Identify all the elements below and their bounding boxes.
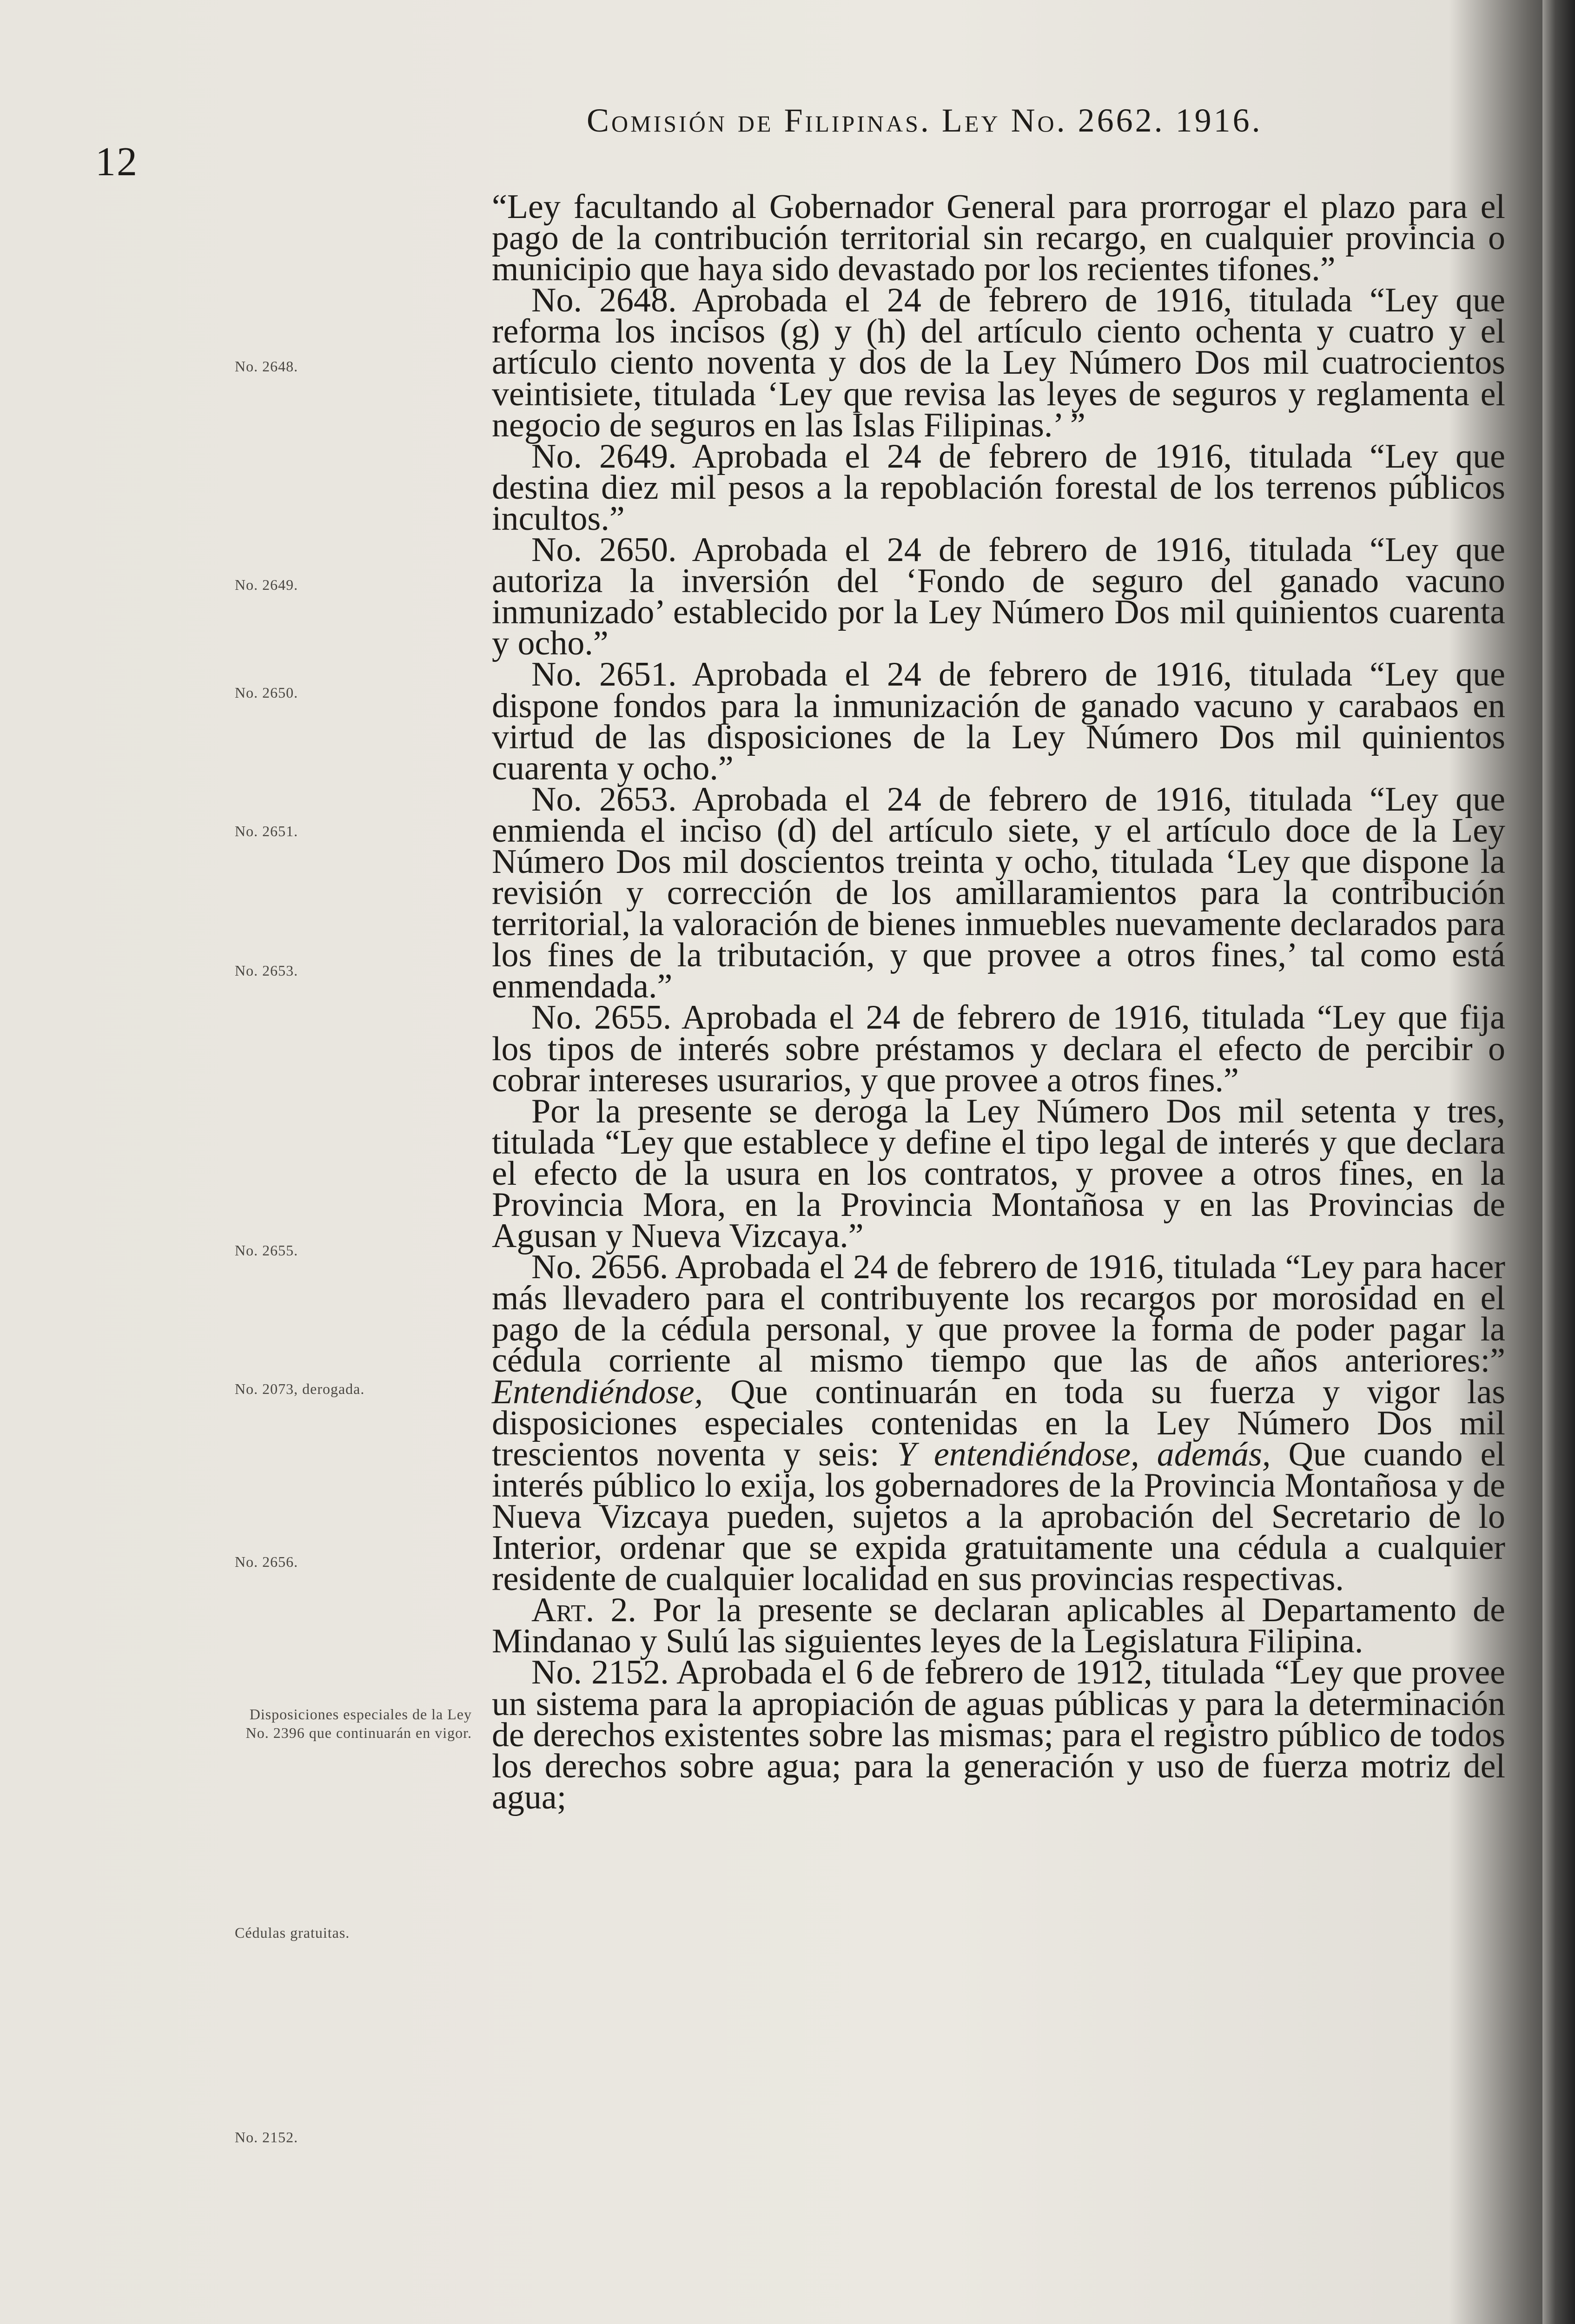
paragraph-ley-2656-proviso: Que continuarán en toda su fuerza y vigor las disposiciones especiales contenidas en la Ley Número Dos mil trescientos noventa y seis: xyxy=(492,1373,1505,1473)
paragraph-ley-2650: No. 2650. Aprobada el 24 de febrero de 1916, titulada “Ley que autoriza la inversión del ‘Fondo de seguro del ganado vacuno inmunizado’ establecido por la Ley Número Dos mil quinientos cuarenta y ocho.” xyxy=(492,531,1505,663)
margin-note-2656: No. 2656. xyxy=(235,1553,298,1570)
paragraph-articulo-2-text: Por la presente se declaran aplicables al Departamento de Mindanao y Sulú las siguientes leyes de la Legislatura Filipina. xyxy=(492,1591,1506,1661)
article-label: Art. 2. xyxy=(531,1591,636,1630)
margin-note-2152: No. 2152. xyxy=(235,2129,298,2146)
book-spine-shadow xyxy=(1542,0,1575,2324)
margin-note-disposiciones-especiales: Disposiciones especiales de la Ley No. 2396 que continuarán en vigor. xyxy=(245,1706,472,1741)
paragraph-ley-2656 xyxy=(492,1248,1505,1598)
paragraph-ley-2651: No. 2651. Aprobada el 24 de febrero de 1916, titulada “Ley que dispone fondos para la inmunización de ganado vacuno y carabaos en virtud de las disposiciones de la Ley Número Dos mil quinientos cuarenta y ocho.” xyxy=(492,655,1505,787)
margin-note-2649: No. 2649. xyxy=(235,576,298,593)
emphasis-entendiendose: Entendiéndose, xyxy=(492,1373,703,1411)
margin-note-2650: No. 2650. xyxy=(235,684,298,701)
paragraph-ley-2152: No. 2152. Aprobada el 6 de febrero de 1912, titulada “Ley que provee un sistema para la apropiación de aguas públicas y para la determinación de derechos existentes sobre las mismas; para el registro público de todos los derechos sobre agua; para la generación y uso de fuerza motriz del agua; xyxy=(492,1653,1505,1816)
margin-note-2648: No. 2648. xyxy=(235,358,298,375)
page-number: 12 xyxy=(95,139,138,185)
paragraph-ley-2653: No. 2653. Aprobada el 24 de febrero de 1916, titulada “Ley que enmienda el inciso (d) del artículo siete, y el artículo doce de la Ley Número Dos mil doscientos treinta y ocho, titulada ‘Ley que dispone la revisión y corrección de los amillaramientos para la contribución territorial, la valoración de bienes inmuebles nuevamente declarados para los fines de la tributación, y que provee a otros fines,’ tal como está enmendada.” xyxy=(492,780,1505,1006)
emphasis-entendiendose-ademas: Y entendiéndose, además, xyxy=(897,1435,1271,1473)
paragraph-ley-2648: No. 2648. Aprobada el 24 de febrero de 1916, titulada “Ley que reforma los incisos (g) y (h) del artículo ciento ochenta y cuatro y el artículo ciento noventa y dos de la Ley Número Dos mil cuatrocientos veintisiete, titulada ‘Ley que revisa las leyes de seguros y reglamenta el negocio de seguros en las Islas Filipinas.’ ” xyxy=(492,281,1505,444)
paragraph-ley-prorroga: “Ley facultando al Gobernador General para prorrogar el plazo para el pago de la contribución territorial sin recargo, en cualquier provincia o municipio que haya sido devastado por los recientes tifones.” xyxy=(492,188,1505,289)
paragraph-ley-2649: No. 2649. Aprobada el 24 de febrero de 1916, titulada “Ley que destina diez mil pesos a la repoblación forestal de los terrenos públicos incultos.” xyxy=(492,437,1505,538)
body-text xyxy=(492,188,1506,1816)
paragraph-articulo-2 xyxy=(492,1591,1506,1661)
margin-note-2653: No. 2653. xyxy=(235,962,298,979)
margin-note-2073-derogada: No. 2073, derogada. xyxy=(235,1380,365,1397)
running-head: Comisión de Filipinas. Ley No. 2662. 1916. xyxy=(587,102,1263,139)
margin-note-2651: No. 2651. xyxy=(235,823,298,839)
margin-note-cedulas-gratuitas: Cédulas gratuitas. xyxy=(235,1924,350,1941)
paragraph-derogacion-2073: Por la presente se deroga la Ley Número Dos mil setenta y tres, titulada “Ley que establece y define el tipo legal de interés y que declara el efecto de la usura en los contratos, y provee a otros fines, en la Provincia Mora, en la Provincia Montañosa y en las Provincias de Agusan y Nueva Vizcaya.” xyxy=(492,1092,1505,1255)
paragraph-ley-2656-text: No. 2656. Aprobada el 24 de febrero de 1916, titulada “Ley para hacer más llevadero para el contribuyente los recargos por morosidad en el pago de la cédula personal, y que provee la forma de poder pagar la cédula corriente al mismo tiempo que las de años anteriores:” xyxy=(492,1248,1505,1380)
paragraph-ley-2655: No. 2655. Aprobada el 24 de febrero de 1916, titulada “Ley que fija los tipos de interés sobre préstamos y declara el efecto de percibir o cobrar intereses usurarios, y que provee a otros fines.” xyxy=(492,998,1505,1099)
paragraph-ley-2656-proviso-2: Que cuando el interés público lo exija, los gobernadores de la Provincia Montañosa y de Nueva Vizcaya pueden, sujetos a la aprobación del Secretario de lo Interior, ordenar que se expida gratuitamente una cédula a cualquier residente de cualquier localidad en sus provincias respectivas. xyxy=(492,1435,1505,1598)
margin-note-2655: No. 2655. xyxy=(235,1242,298,1259)
